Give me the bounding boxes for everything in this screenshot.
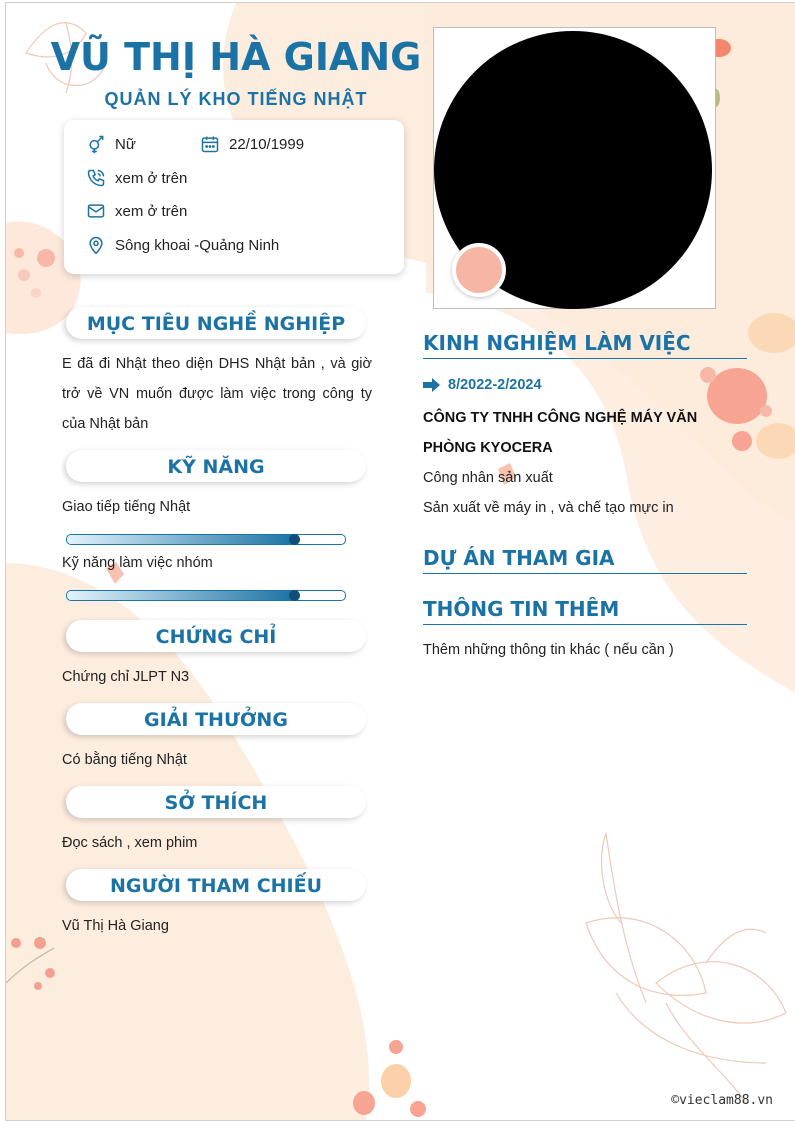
gender-row <box>86 134 136 154</box>
job-title: QUẢN LÝ KHO TIẾNG NHẬT <box>104 89 368 109</box>
phone-icon <box>86 168 106 188</box>
skill-bar-fill <box>67 591 295 600</box>
section-skills-title: KỸ NĂNG <box>66 450 366 482</box>
location-icon <box>86 235 106 255</box>
arrow-right-icon <box>423 378 440 392</box>
skill-bar-knob <box>289 590 300 601</box>
phone-text: xem ở trên <box>115 169 188 187</box>
birthday-row <box>200 134 304 154</box>
phone-row <box>86 168 187 188</box>
section-experience-title: KINH NGHIỆM LÀM VIỆC <box>423 331 747 359</box>
objective-text: E đã đi Nhật theo diện DHS Nhật bản , và giờ trở về VN muốn được làm việc trong công ty của Nhật bản <box>62 356 372 432</box>
skill-name: Kỹ năng làm việc nhóm <box>62 555 213 571</box>
gender-text: Nữ <box>115 135 136 153</box>
skill-bar-fill <box>67 535 295 544</box>
section-objective-title: MỤC TIÊU NGHỀ NGHIỆP <box>66 307 366 339</box>
experience-position: Công nhân sản xuất <box>423 470 553 486</box>
email-text: xem ở trên <box>115 202 188 220</box>
hobbies-text: Đọc sách , xem phim <box>62 835 198 851</box>
footer-watermark: ©vieclam88.vn <box>671 1093 773 1108</box>
skill-bar-knob <box>289 534 300 545</box>
calendar-icon <box>200 134 220 154</box>
section-certificates-title: CHỨNG CHỈ <box>66 620 366 652</box>
certificates-text: Chứng chỉ JLPT N3 <box>62 669 190 685</box>
email-icon <box>86 201 106 221</box>
skill-bar <box>66 534 346 545</box>
section-projects-title: DỰ ÁN THAM GIA <box>423 546 747 574</box>
additional-text: Thêm những thông tin khác ( nếu cần ) <box>423 642 674 658</box>
gender-icon <box>86 134 106 154</box>
email-row <box>86 201 187 221</box>
address-text: Sông khoai -Quảng Ninh <box>115 236 280 254</box>
skill-name: Giao tiếp tiếng Nhật <box>62 499 191 515</box>
section-references-title: NGƯỜI THAM CHIẾU <box>66 869 366 901</box>
section-additional-title: THÔNG TIN THÊM <box>423 597 747 625</box>
skill-bar <box>66 590 346 601</box>
contact-card <box>64 120 404 274</box>
section-hobbies-title: SỞ THÍCH <box>66 786 366 818</box>
birthday-text: 22/10/1999 <box>229 135 305 153</box>
experience-period-text: 8/2022-2/2024 <box>448 377 542 393</box>
photo-decoration-dot <box>452 243 506 297</box>
cv-page <box>5 2 795 1121</box>
references-text: Vũ Thị Hà Giang <box>62 918 169 934</box>
candidate-name: VŨ THỊ HÀ GIANG <box>50 35 422 79</box>
section-awards-title: GIẢI THƯỞNG <box>66 703 366 735</box>
experience-description: Sản xuất về máy in , và chế tạo mực in <box>423 500 674 516</box>
address-row <box>86 235 279 255</box>
experience-period <box>423 377 542 393</box>
awards-text: Có bằng tiếng Nhật <box>62 752 187 768</box>
experience-company: CÔNG TY TNHH CÔNG NGHỆ MÁY VĂN PHÒNG KYOCERA <box>423 410 698 456</box>
